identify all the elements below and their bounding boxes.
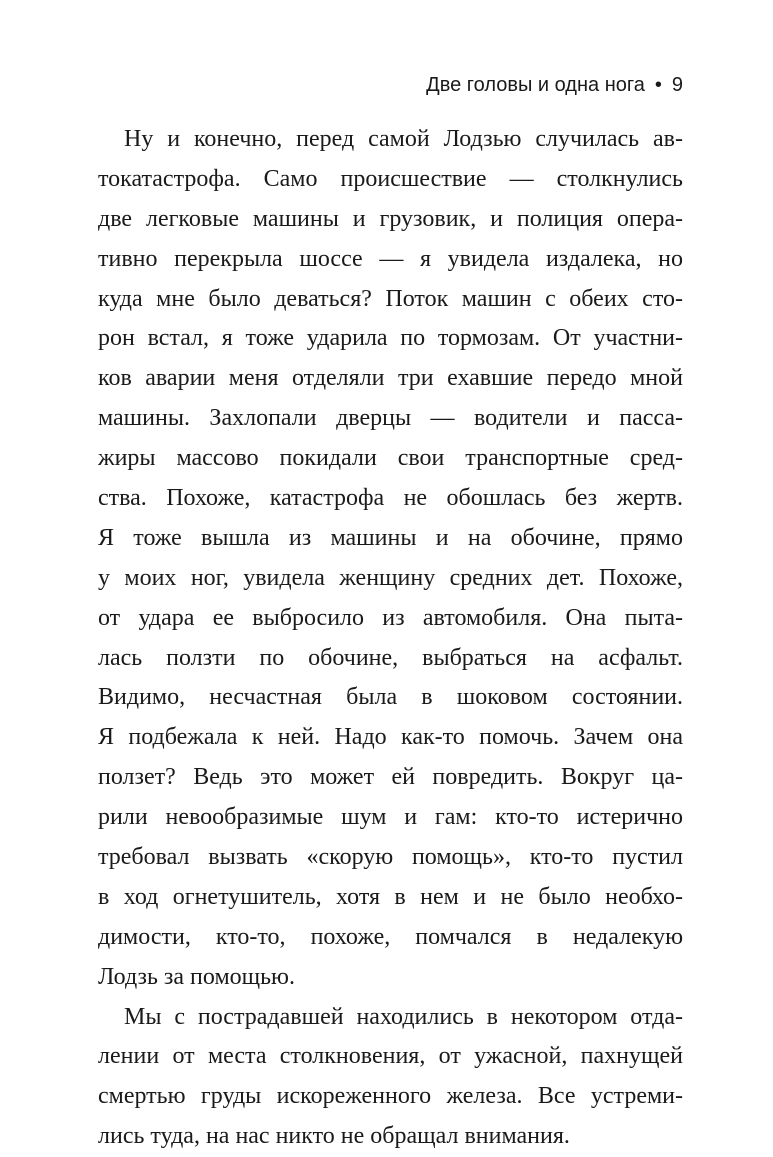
text-line: машины. Захлопали дверцы — водители и пасса-: [98, 405, 683, 432]
text-line: жиры массово покидали свои транспортные сред-: [98, 445, 683, 472]
text-line: токатастрофа. Само происшествие — столкнулись: [98, 165, 683, 192]
paragraph-2: [98, 998, 683, 1157]
running-head: [426, 70, 683, 100]
text-line: у моих ног, увидела женщину средних дет. Похоже,: [98, 564, 683, 591]
page-number: 9: [671, 74, 683, 96]
text-line: смертью груды искореженного железа. Все устреми-: [98, 1083, 683, 1110]
text-line: две легковые машины и грузовик, и полиция опера-: [98, 205, 683, 232]
running-head-bullet: •: [654, 74, 662, 96]
text-line: от удара ее выбросило из автомобиля. Она пыта-: [98, 604, 683, 631]
text-line: лась ползти по обочине, выбраться на асфальт.: [98, 644, 683, 671]
text-line: Я тоже вышла из машины и на обочине, прямо: [98, 524, 683, 551]
text-line: лении от места столкновения, от ужасной, пахнущей: [98, 1043, 683, 1070]
text-line: Лодзь за помощью.: [98, 963, 295, 990]
text-line: Мы с пострадавшей находились в некотором отда-: [124, 1003, 683, 1030]
text-line: Я подбежала к ней. Надо как-то помочь. Зачем она: [98, 724, 683, 751]
text-line: Ну и конечно, перед самой Лодзью случилась ав-: [124, 126, 683, 152]
text-line: ползет? Ведь это может ей повредить. Вокруг ца-: [98, 764, 683, 791]
text-line: ков аварии меня отделяли три ехавшие передо мной: [98, 365, 683, 392]
text-line: тивно перекрыла шоссе — я увидела издалека, но: [98, 245, 683, 272]
text-line: куда мне было деваться? Поток машин с обеих сто-: [98, 285, 683, 312]
paragraph-1: [98, 120, 683, 998]
text-line: димости, кто-то, похоже, помчался в недалекую: [98, 923, 683, 950]
text-line: требовал вызвать «скорую помощь», кто-то пустил: [98, 844, 683, 871]
text-line: рон встал, я тоже ударила по тормозам. От участни-: [98, 325, 683, 352]
text-line: Видимо, несчастная была в шоковом состоянии.: [98, 684, 683, 711]
body-text: [98, 120, 683, 1157]
text-line: лись туда, на нас никто не обращал внимания.: [98, 1123, 570, 1150]
text-line: ства. Похоже, катастрофа не обошлась без жертв.: [98, 485, 683, 512]
text-line: в ход огнетушитель, хотя в нем и не было необхо-: [98, 883, 683, 910]
running-head-title: Две головы и одна нога: [426, 74, 645, 96]
text-line: рили невообразимые шум и гам: кто-то истерично: [98, 804, 683, 831]
